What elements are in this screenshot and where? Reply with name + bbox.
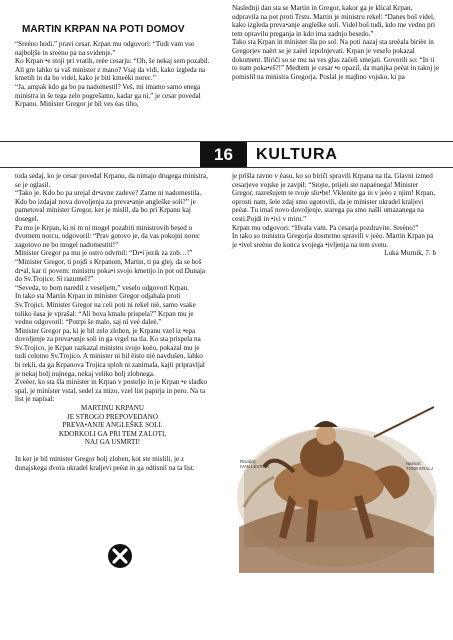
paragraph: “Minister Gregor, ti pojdi s Krpanom, Martin, ti pa glej, da se boš dr•al, kar ti povem: ministru poka•i svojo kmetijo in pot od Dunaja do Sv.Trojice. Si razumel?” (15, 257, 206, 284)
story-illustration (234, 377, 440, 578)
paragraph: Pa mu je Krpan, ki ni m ni mogel pozabiti ministrovih besed o dvornem norcu, odgovoril: “Prav gotovo je, da vas pokojni norec zagotovo ne bo mogel nadomestiti!” (15, 223, 200, 249)
paragraph: “Seveda, to bom naredil z veseljem,” veselo odgovori Krpan. (15, 283, 189, 292)
decree-line: JE STROGO PREPOVEDANO (66, 412, 159, 421)
paragraph: In ker je bil minister Gregor bolj zloben, kot ste mislili, je z dunajskega dvora ukradel kraljevi peèat in ga odtisnil na ta list. (15, 455, 195, 472)
caption-line: TONE KRALJ (406, 466, 434, 471)
caption-line: Narisal: (406, 461, 421, 466)
paragraph: je prišla ravno v èasu, ko so biriči spravili Krpana na tla. Glavni izmed cesarjeve vojske je zavpil: “Stojte, prijeli ste napaènega! Minister Gregor, razrešujem te tvoje slu•be! Vklenite ga in v jeèo z njim! Krpan, oprosti nam, šele zdaj smo ugotovili, da je minister ukradel kraljevi peèat. Tu imaš novo dovoljenje, starega pa smo našli umazanega na cesti.Pojdi in •ivi v miru.” (232, 172, 435, 223)
paragraph: Zveèer, ko sta šla minister in Krpan v posteljo in je Krpan •e sladko spal, je minister vstal, sedel za mizo, vzel list papirja in pero. Na ta list je napisal: (15, 378, 208, 404)
paragraph: Minister Gregor pa mu je ostro odvrnil: “Dr•i jezik za zob…!” (15, 249, 193, 258)
article-headline: MARTIN KRPAN NA POTI DOMOV (22, 24, 185, 35)
paragraph: In tako so ministra Gregorja dosmrtno spravili v jeèo. Martin Krpan pa je •ivel sreèno do konca svojega •ivljenja na tem svetu. (232, 232, 434, 249)
left-column-top (15, 40, 210, 109)
paragraph: Tako sta Krpan in minister šla po sol. Na poti nazaj sta sreèala birièe in Gregorjev naèrt se je zaèel izpolnjevati. Krpan je veselo pokazal dokument. Biriči so se mu na ves glas začeli smejati. Govorili so: “In ti to nam poka•eš?!” Medtem je cesar •e opazil, da manjka peèat in takoj je pomislil na ministra Gregorja. Poslal je majhno vojsko, ki pa (232, 38, 440, 81)
paragraph: Krpan mu odgovori: “Hvala vam. Pa cesarja pozdravite. Sreèno!” (232, 223, 419, 232)
decree-line: PREVA•ANJE ANGLEŠKE SOLI. (62, 421, 163, 430)
caption-line: Risal(a): (240, 459, 257, 464)
author-signature: Luka Murnik, 7. b (384, 249, 436, 258)
paragraph: Ko Krpan •e stoji pri vratih, reèe cesarju: “Oh, še nekaj sem pozabil. Ali gre lahko ta vaš minister z mano? Vsaj da vidi, kako izgleda na kmetih in da bo videl, kako je biti kmeèki norec.” (15, 57, 210, 83)
close-x-icon (107, 543, 133, 569)
divider (0, 167, 453, 168)
right-column-bottom (232, 172, 440, 258)
paragraph: “Sreèno hodi,” pravi cesar. Krpan mu odgovori: “Tudi vam vse najboljše in sreèno pa na svidenje.” (15, 40, 195, 57)
left-column-bottom (15, 172, 210, 472)
decree-line: NAJ GA USMRTI! (84, 438, 141, 447)
decree-line: MARTINU KRPANU (81, 404, 144, 413)
krpan-horse-illustration (234, 377, 440, 573)
caption-line: IVAN LEVSTIK (240, 464, 270, 469)
paragraph: Naslednji dan sta se Martin in Gregor, kakor ga je klical Krpan, odpravila na pot proti Trstu. Martin je ministru rekel: “Danes boš videl, kako izgleda preva•anje angleške soli. Videl boš tudi, kdo me vedno pri tem opravilu preganja in kdo ima zadnjo besedo.” (232, 4, 436, 38)
right-column-top (232, 4, 440, 81)
decree-line: KDORKOLI GA PRI TEM ZALOTI, (58, 429, 167, 438)
decree-text (15, 404, 210, 447)
page-number: 16 (200, 142, 247, 167)
paragraph: “Ja, ampak kdo ga bo pa nadomestil? Veš, mi imamo samo enega ministra in še tega zelo pogrešamo, kadar ga ni,” je cesar povedal Krpanu. Minister Gregor je bil ves èas tiho, (15, 82, 201, 109)
illustration-caption-right (406, 461, 433, 471)
illustration-caption-left (240, 459, 269, 469)
paragraph: toda sedaj, ko je cesar povedal Krpanu, da nimajo drugega ministra, se je oglasil. (15, 172, 208, 189)
paragraph: Minister Gregor pa, ki je bil zelo zloben, je Krpanu vzel iz •epa dovoljenje za preva•anje soli in ga vrgel na tla. Ko sta prispela na Sv.Trojico, je Krpan razkazal ministru svojo koèo, pokazal mu je tudi celotno Sv.Trojico. A minister ni bil èisto niè navdušen, lahko bi rekli, da ga Krpanova Trojica sploh ni zanimala, kajti pripravljal je nekaj bolj nujnega, nekaj veliko bolj zlobnega. (15, 326, 205, 378)
paragraph: In tako sta Martin Krpan in minister Gregor odjahala proti Sv.Trojici. Minister Gregor na celi poti ni rekel niè, samo vsake toliko èasa je vprašal: “Ali bova kmalu prispela?” Krpan mu je vedno odgovoril: “Potrpi še malo, saj ni veè daleè.” (15, 292, 196, 327)
paragraph: “Tako je. Kdo bo pa urejal dr•avne zadeve? Zame ni nadomestila. Kdo bo izdajal nova dovoljenja za preva•anje angleške soli?” je pametoval minister Gregor, ker je mislil, da bo pri Krpanu kaj dosegel. (15, 189, 202, 223)
section-title: KULTURA (256, 146, 338, 163)
